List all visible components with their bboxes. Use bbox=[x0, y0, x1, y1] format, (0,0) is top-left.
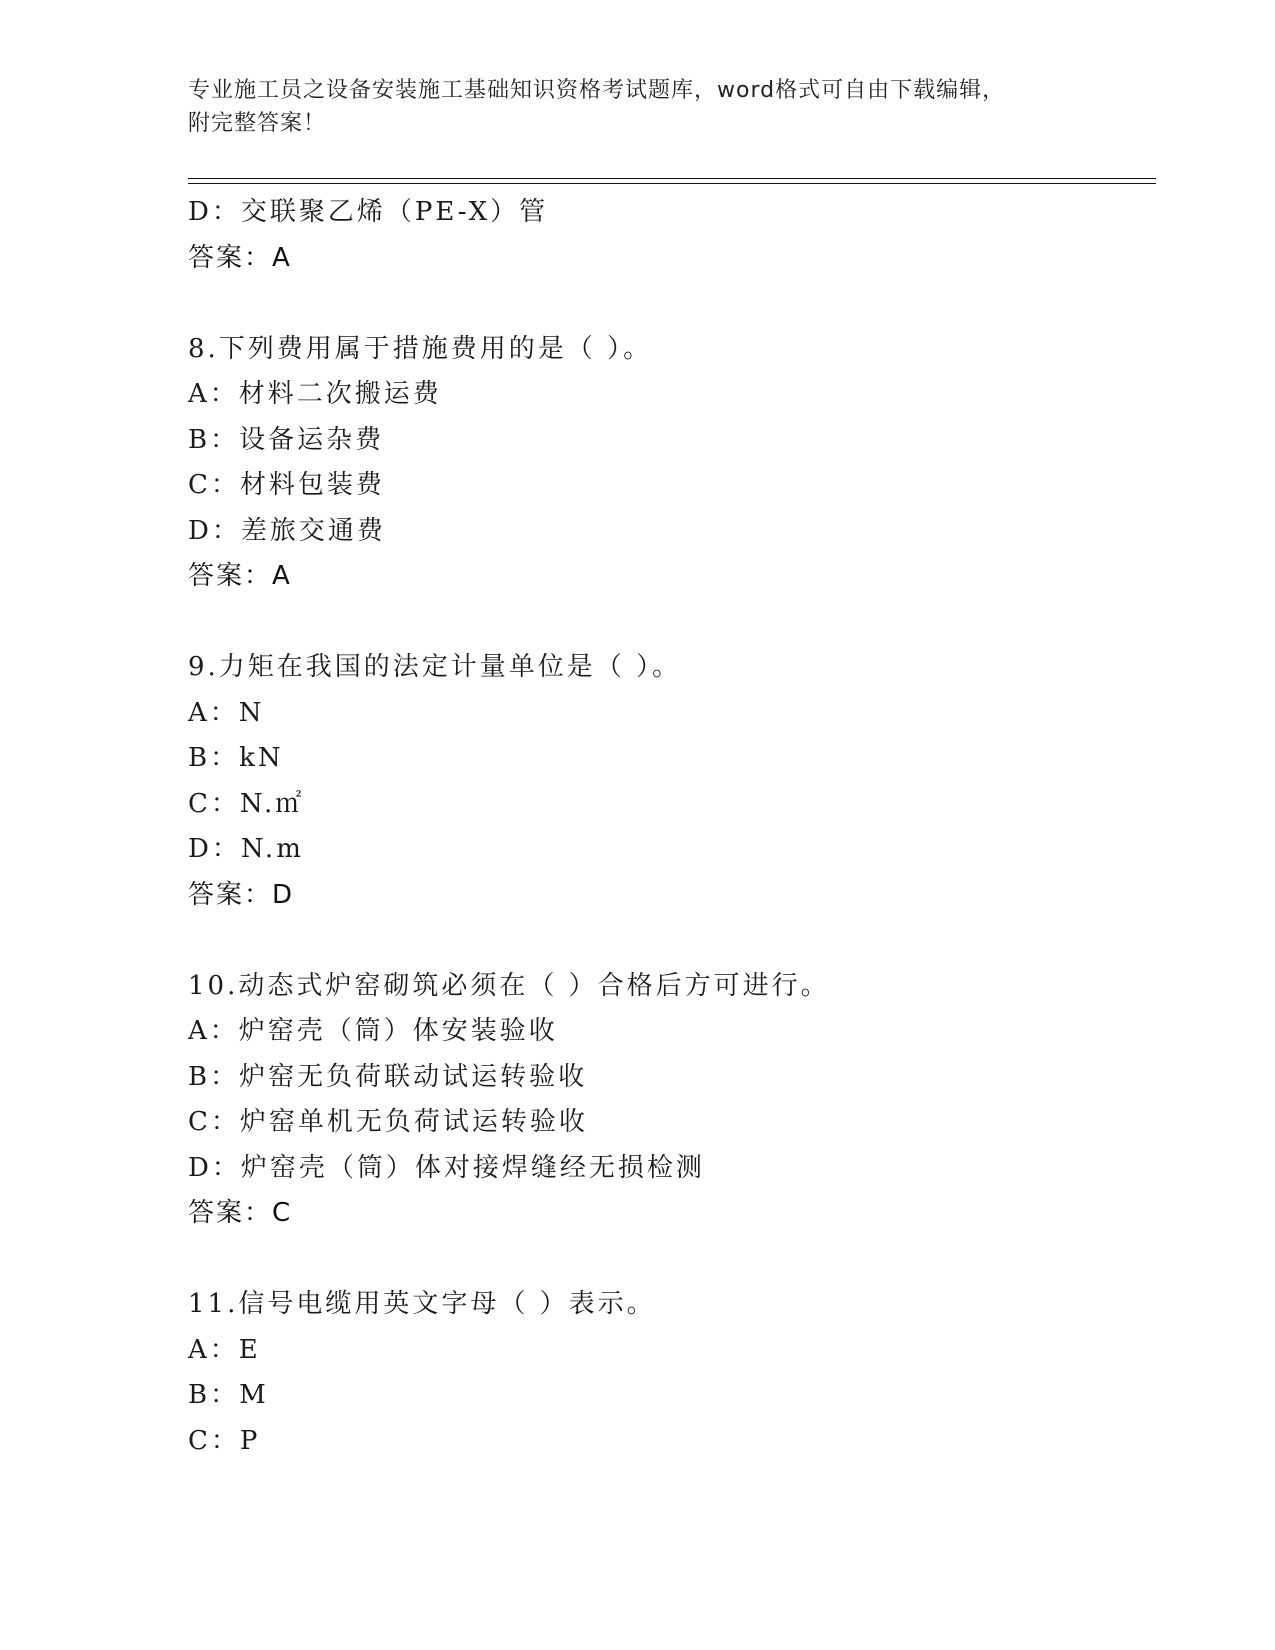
question-stem: 10.动态式炉窑砌筑必须在（ ）合格后方可进行。 bbox=[188, 970, 830, 1001]
question-11 bbox=[188, 1282, 1148, 1464]
option-b: B：kN bbox=[188, 743, 284, 773]
option-d: D：炉窑壳（筒）体对接焊缝经无损检测 bbox=[188, 1152, 705, 1183]
header-divider-top bbox=[188, 178, 1156, 179]
spacer bbox=[188, 600, 1148, 646]
option-c: C：炉窑单机无负荷试运转验收 bbox=[188, 1107, 588, 1137]
option-a: A：材料二次搬运费 bbox=[188, 379, 442, 409]
answer-line: 答案：A bbox=[188, 242, 292, 273]
option-d: D：差旅交通费 bbox=[188, 515, 386, 546]
spacer bbox=[188, 281, 1148, 327]
question-stem: 8.下列费用属于措施费用的是（ ）。 bbox=[188, 333, 653, 364]
header-title-line1: 专业施工员之设备安装施工基础知识资格考试题库，word格式可自由下载编辑， bbox=[188, 78, 1006, 103]
option-d: D：交联聚乙烯（PE-X）管 bbox=[188, 197, 549, 227]
spacer bbox=[188, 918, 1148, 964]
option-b: B：设备运杂费 bbox=[188, 424, 385, 455]
question-list bbox=[188, 190, 1148, 1464]
header-title-line2: 附完整答案！ bbox=[188, 111, 327, 136]
option-a: A：N bbox=[188, 697, 265, 728]
option-c: C：P bbox=[188, 1425, 261, 1456]
question-7-tail bbox=[188, 190, 1148, 281]
option-b: B：M bbox=[188, 1380, 269, 1410]
option-c: C：材料包装费 bbox=[188, 470, 385, 500]
answer-line: 答案：C bbox=[188, 1198, 293, 1228]
option-a: A：炉窑壳（筒）体安装验收 bbox=[188, 1016, 558, 1046]
option-b: B：炉窑无负荷联动试运转验收 bbox=[188, 1061, 588, 1092]
question-8 bbox=[188, 327, 1148, 600]
option-d: D：N.m bbox=[188, 834, 304, 864]
answer-line: 答案：D bbox=[188, 879, 295, 910]
question-stem: 11.信号电缆用英文字母（ ）表示。 bbox=[188, 1289, 656, 1319]
header-divider-bottom bbox=[188, 183, 1156, 184]
question-9 bbox=[188, 645, 1148, 918]
question-stem: 9.力矩在我国的法定计量单位是（ ）。 bbox=[188, 652, 682, 682]
spacer bbox=[188, 1237, 1148, 1283]
option-a: A：E bbox=[188, 1334, 261, 1365]
option-c: C：N.㎡ bbox=[188, 788, 305, 819]
question-10 bbox=[188, 964, 1148, 1237]
answer-line: 答案：A bbox=[188, 561, 292, 591]
document-header bbox=[188, 74, 1088, 140]
